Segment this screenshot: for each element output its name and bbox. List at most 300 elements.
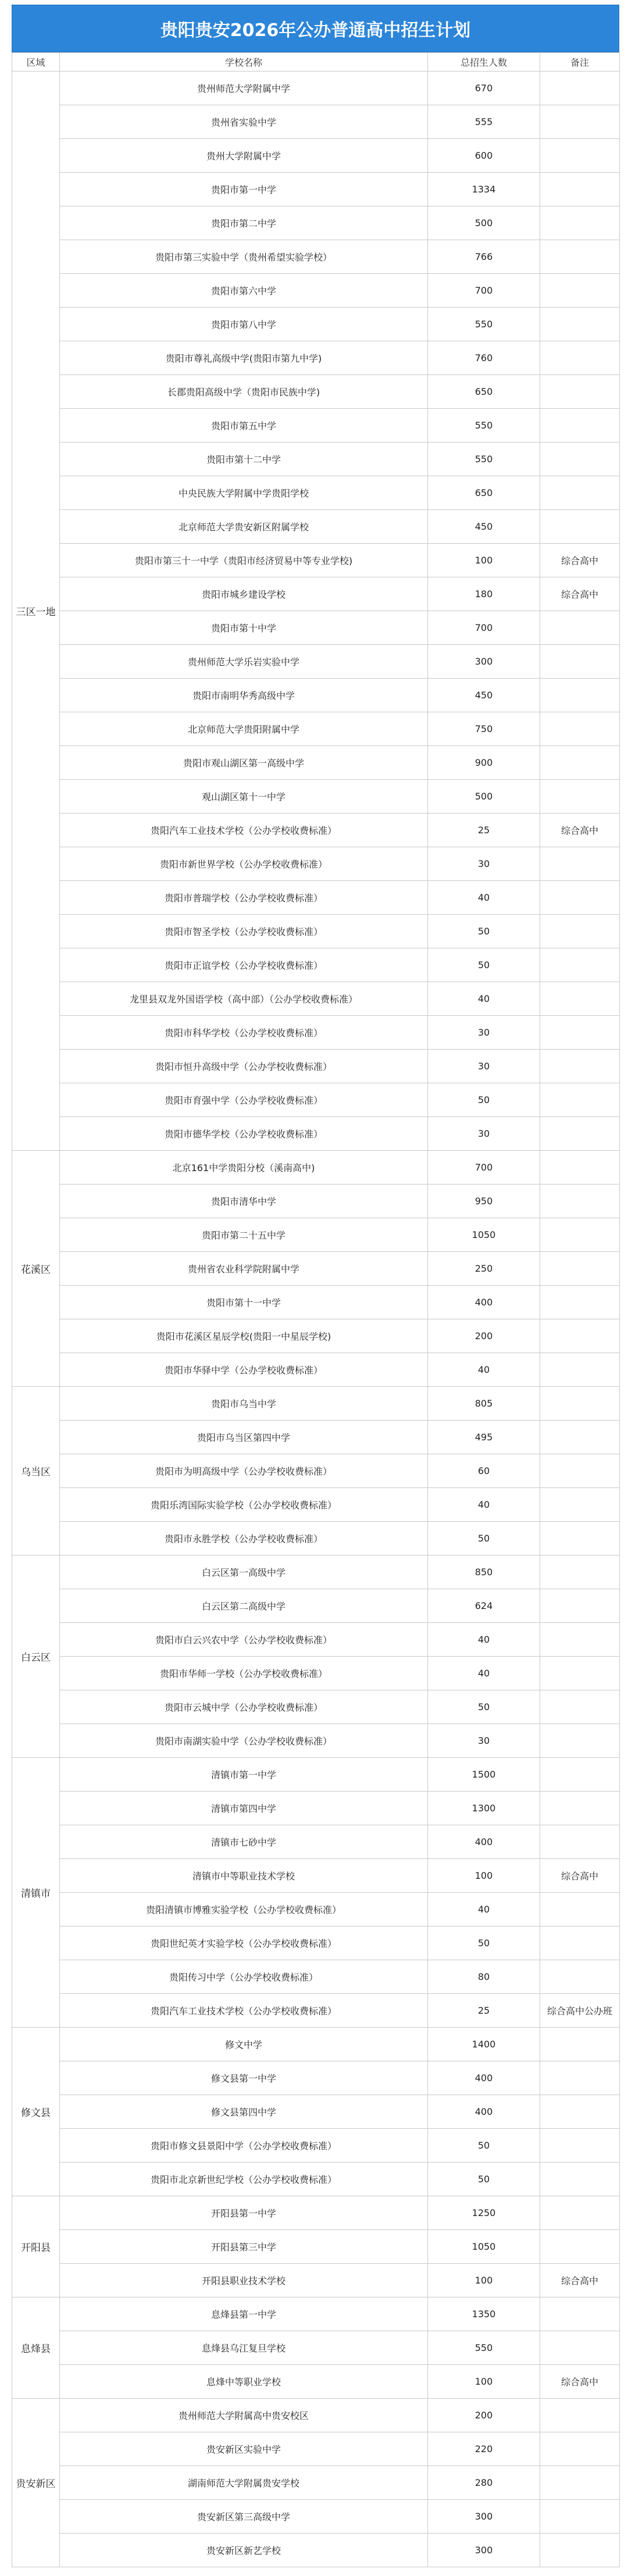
count-cell: 1300 [428, 1792, 540, 1825]
count-cell: 760 [428, 341, 540, 375]
school-cell: 长郡贵阳高级中学（贵阳市民族中学) [60, 375, 428, 409]
count-cell: 670 [428, 72, 540, 105]
school-cell: 贵州省实验中学 [60, 105, 428, 139]
note-cell [540, 409, 620, 443]
table-row [12, 1286, 620, 1319]
note-cell [540, 2399, 620, 2432]
count-cell: 950 [428, 1184, 540, 1218]
school-cell: 贵阳市为明高级中学（公办学校收费标准） [60, 1454, 428, 1488]
school-cell: 清镇市第一中学 [60, 1758, 428, 1792]
note-cell [540, 2196, 620, 2230]
note-cell [540, 105, 620, 139]
header-note: 备注 [540, 53, 620, 72]
note-cell [540, 139, 620, 173]
count-cell: 100 [428, 2264, 540, 2297]
note-cell [540, 1252, 620, 1286]
table-row [12, 105, 620, 139]
note-cell [540, 2466, 620, 2500]
table-row [12, 1387, 620, 1421]
table-row [12, 2230, 620, 2264]
note-cell [540, 712, 620, 746]
school-cell: 贵阳市华驿中学（公办学校收费标准） [60, 1353, 428, 1387]
region-cell: 白云区 [12, 1555, 60, 1758]
count-cell: 500 [428, 206, 540, 240]
table-row [12, 2163, 620, 2196]
count-cell: 30 [428, 1016, 540, 1050]
note-cell [540, 1454, 620, 1488]
count-cell: 30 [428, 847, 540, 881]
school-cell: 北京161中学贵阳分校（溪南高中) [60, 1151, 428, 1184]
school-cell: 北京师范大学贵安新区附属学校 [60, 510, 428, 544]
count-cell: 900 [428, 746, 540, 780]
note-cell [540, 982, 620, 1016]
count-cell: 200 [428, 1319, 540, 1353]
school-cell: 息烽中等职业学校 [60, 2365, 428, 2399]
school-cell: 贵阳市第三实验中学（贵州希望实验学校） [60, 240, 428, 274]
school-cell: 白云区第二高级中学 [60, 1589, 428, 1623]
note-cell [540, 274, 620, 308]
table-row [12, 611, 620, 645]
table-row [12, 1926, 620, 1960]
note-cell [540, 2163, 620, 2196]
count-cell: 80 [428, 1960, 540, 1994]
note-cell: 综合高中 [540, 814, 620, 847]
table-row [12, 1589, 620, 1623]
count-cell: 100 [428, 1859, 540, 1893]
table-row [12, 72, 620, 105]
table-row [12, 1218, 620, 1252]
region-cell: 开阳县 [12, 2196, 60, 2297]
school-cell: 中央民族大学附属中学贵阳学校 [60, 476, 428, 510]
count-cell: 50 [428, 1690, 540, 1724]
count-cell: 50 [428, 948, 540, 982]
table-row [12, 510, 620, 544]
count-cell: 1350 [428, 2297, 540, 2331]
table-row [12, 1454, 620, 1488]
note-cell: 综合高中 [540, 544, 620, 577]
table-row [12, 2331, 620, 2365]
count-cell: 555 [428, 105, 540, 139]
note-cell [540, 1623, 620, 1657]
note-cell [540, 1218, 620, 1252]
table-row [12, 1792, 620, 1825]
count-cell: 30 [428, 1050, 540, 1083]
count-cell: 50 [428, 2163, 540, 2196]
count-cell: 650 [428, 476, 540, 510]
enrollment-sheet [12, 5, 619, 2567]
school-cell: 贵阳市乌当区第四中学 [60, 1421, 428, 1454]
table-row [12, 2264, 620, 2297]
region-cell: 三区一地 [12, 72, 60, 1151]
school-cell: 贵阳市第二十五中学 [60, 1218, 428, 1252]
count-cell: 40 [428, 1353, 540, 1387]
note-cell [540, 2534, 620, 2567]
table-row [12, 1319, 620, 1353]
note-cell [540, 679, 620, 712]
table-row [12, 948, 620, 982]
school-cell: 贵阳汽车工业技术学校（公办学校收费标准） [60, 814, 428, 847]
school-cell: 贵安新区实验中学 [60, 2432, 428, 2466]
note-cell [540, 1286, 620, 1319]
school-cell: 北京师范大学贵阳附属中学 [60, 712, 428, 746]
school-cell: 贵阳市城乡建设学校 [60, 577, 428, 611]
school-cell: 修文县第四中学 [60, 2095, 428, 2129]
header-school: 学校名称 [60, 53, 428, 72]
school-cell: 贵阳市第六中学 [60, 274, 428, 308]
count-cell: 280 [428, 2466, 540, 2500]
school-cell: 贵阳市第二中学 [60, 206, 428, 240]
count-cell: 450 [428, 679, 540, 712]
table-row [12, 1825, 620, 1859]
school-cell: 贵阳市科华学校（公办学校收费标准） [60, 1016, 428, 1050]
count-cell: 400 [428, 1286, 540, 1319]
table-row [12, 2365, 620, 2399]
note-cell [540, 948, 620, 982]
school-cell: 开阳县职业技术学校 [60, 2264, 428, 2297]
region-cell: 乌当区 [12, 1387, 60, 1555]
table-row [12, 1117, 620, 1151]
count-cell: 1500 [428, 1758, 540, 1792]
table-row [12, 476, 620, 510]
count-cell: 40 [428, 1657, 540, 1690]
school-cell: 贵阳市第八中学 [60, 308, 428, 341]
table-row [12, 2028, 620, 2061]
school-cell: 贵州师范大学附属高中贵安校区 [60, 2399, 428, 2432]
school-cell: 湖南师范大学附属贵安学校 [60, 2466, 428, 2500]
count-cell: 550 [428, 409, 540, 443]
count-cell: 495 [428, 1421, 540, 1454]
table-row [12, 139, 620, 173]
count-cell: 50 [428, 1083, 540, 1117]
count-cell: 40 [428, 881, 540, 915]
table-row [12, 577, 620, 611]
count-cell: 30 [428, 1117, 540, 1151]
school-cell: 贵安新区新艺学校 [60, 2534, 428, 2567]
count-cell: 550 [428, 443, 540, 476]
table-row [12, 1252, 620, 1286]
school-cell: 贵阳市新世界学校（公办学校收费标准） [60, 847, 428, 881]
note-cell [540, 1825, 620, 1859]
table-row [12, 2095, 620, 2129]
note-cell [540, 72, 620, 105]
table-row [12, 847, 620, 881]
header-count: 总招生人数 [428, 53, 540, 72]
school-cell: 清镇市七砂中学 [60, 1825, 428, 1859]
table-row [12, 1016, 620, 1050]
school-cell: 贵州师范大学附属中学 [60, 72, 428, 105]
school-cell: 贵州师范大学乐岩实验中学 [60, 645, 428, 679]
note-cell [540, 1083, 620, 1117]
note-cell [540, 1387, 620, 1421]
table-row [12, 2061, 620, 2095]
count-cell: 700 [428, 274, 540, 308]
school-cell: 息烽县第一中学 [60, 2297, 428, 2331]
table-row [12, 274, 620, 308]
count-cell: 250 [428, 1252, 540, 1286]
table-row [12, 375, 620, 409]
table-row [12, 1960, 620, 1994]
count-cell: 25 [428, 1994, 540, 2028]
count-cell: 50 [428, 2129, 540, 2163]
table-row [12, 2196, 620, 2230]
school-cell: 贵阳市观山湖区第一高级中学 [60, 746, 428, 780]
note-cell [540, 1151, 620, 1184]
note-cell [540, 915, 620, 948]
count-cell: 25 [428, 814, 540, 847]
note-cell [540, 645, 620, 679]
school-cell: 贵阳世纪英才实验学校（公办学校收费标准） [60, 1926, 428, 1960]
note-cell [540, 1522, 620, 1555]
table-row [12, 308, 620, 341]
table-row [12, 814, 620, 847]
note-cell [540, 1926, 620, 1960]
count-cell: 220 [428, 2432, 540, 2466]
school-cell: 贵州省农业科学院附属中学 [60, 1252, 428, 1286]
note-cell [540, 1589, 620, 1623]
table-body [12, 72, 620, 2567]
table-row [12, 2466, 620, 2500]
note-cell [540, 2500, 620, 2534]
count-cell: 750 [428, 712, 540, 746]
count-cell: 624 [428, 1589, 540, 1623]
note-cell [540, 611, 620, 645]
note-cell [540, 1792, 620, 1825]
table-row [12, 1623, 620, 1657]
note-cell [540, 1016, 620, 1050]
note-cell [540, 1555, 620, 1589]
count-cell: 1250 [428, 2196, 540, 2230]
note-cell [540, 341, 620, 375]
count-cell: 400 [428, 2061, 540, 2095]
note-cell [540, 1758, 620, 1792]
count-cell: 300 [428, 645, 540, 679]
school-cell: 贵安新区第三高级中学 [60, 2500, 428, 2534]
note-cell [540, 2061, 620, 2095]
table-row [12, 1488, 620, 1522]
count-cell: 50 [428, 1926, 540, 1960]
count-cell: 805 [428, 1387, 540, 1421]
table-row [12, 173, 620, 206]
table-row [12, 2297, 620, 2331]
count-cell: 700 [428, 611, 540, 645]
count-cell: 1400 [428, 2028, 540, 2061]
table-row [12, 206, 620, 240]
count-cell: 600 [428, 139, 540, 173]
school-cell: 贵阳市德华学校（公办学校收费标准） [60, 1117, 428, 1151]
table-row [12, 679, 620, 712]
table-row [12, 1151, 620, 1184]
school-cell: 贵阳市清华中学 [60, 1184, 428, 1218]
count-cell: 550 [428, 308, 540, 341]
table-row [12, 544, 620, 577]
school-cell: 贵阳市育强中学（公办学校收费标准） [60, 1083, 428, 1117]
count-cell: 1050 [428, 1218, 540, 1252]
count-cell: 1334 [428, 173, 540, 206]
note-cell: 综合高中 [540, 2365, 620, 2399]
school-cell: 贵阳市普瑞学校（公办学校收费标准） [60, 881, 428, 915]
school-cell: 贵阳市恒升高级中学（公办学校收费标准） [60, 1050, 428, 1083]
school-cell: 息烽县乌江复旦学校 [60, 2331, 428, 2365]
table-row [12, 1859, 620, 1893]
note-cell [540, 1960, 620, 1994]
school-cell: 贵阳市南湖实验中学（公办学校收费标准） [60, 1724, 428, 1758]
region-cell: 修文县 [12, 2028, 60, 2196]
note-cell [540, 881, 620, 915]
count-cell: 700 [428, 1151, 540, 1184]
count-cell: 766 [428, 240, 540, 274]
table-row [12, 2534, 620, 2567]
note-cell [540, 476, 620, 510]
note-cell [540, 2297, 620, 2331]
note-cell [540, 2331, 620, 2365]
note-cell [540, 1690, 620, 1724]
school-cell: 贵阳乐湾国际实验学校（公办学校收费标准） [60, 1488, 428, 1522]
school-cell: 贵阳市北京新世纪学校（公办学校收费标准） [60, 2163, 428, 2196]
table-row [12, 1724, 620, 1758]
note-cell [540, 1893, 620, 1926]
school-cell: 开阳县第一中学 [60, 2196, 428, 2230]
note-cell [540, 847, 620, 881]
count-cell: 450 [428, 510, 540, 544]
table-row [12, 982, 620, 1016]
count-cell: 50 [428, 1522, 540, 1555]
count-cell: 40 [428, 1488, 540, 1522]
note-cell [540, 1050, 620, 1083]
table-row [12, 1421, 620, 1454]
school-cell: 贵阳清镇市博雅实验学校（公办学校收费标准） [60, 1893, 428, 1926]
note-cell [540, 1724, 620, 1758]
table-row [12, 1522, 620, 1555]
count-cell: 30 [428, 1724, 540, 1758]
school-cell: 修文中学 [60, 2028, 428, 2061]
table-row [12, 2129, 620, 2163]
school-cell: 贵阳市第十二中学 [60, 443, 428, 476]
table-row [12, 2500, 620, 2534]
page-title: 贵阳贵安2026年公办普通高中招生计划 [12, 5, 619, 52]
note-cell [540, 2095, 620, 2129]
note-cell [540, 1353, 620, 1387]
note-cell [540, 1117, 620, 1151]
enrollment-table [12, 52, 620, 2567]
school-cell: 贵阳市第十中学 [60, 611, 428, 645]
table-row [12, 712, 620, 746]
table-row [12, 1657, 620, 1690]
table-row [12, 1555, 620, 1589]
school-cell: 贵阳市乌当中学 [60, 1387, 428, 1421]
count-cell: 50 [428, 915, 540, 948]
note-cell [540, 1319, 620, 1353]
note-cell [540, 1421, 620, 1454]
note-cell [540, 173, 620, 206]
table-row [12, 746, 620, 780]
table-row [12, 1758, 620, 1792]
note-cell: 综合高中 [540, 1859, 620, 1893]
school-cell: 贵阳传习中学（公办学校收费标准） [60, 1960, 428, 1994]
school-cell: 贵阳市正谊学校（公办学校收费标准） [60, 948, 428, 982]
school-cell: 龙里县双龙外国语学校（高中部）（公办学校收费标准） [60, 982, 428, 1016]
note-cell: 综合高中公办班 [540, 1994, 620, 2028]
note-cell: 综合高中 [540, 577, 620, 611]
note-cell [540, 240, 620, 274]
school-cell: 观山湖区第十一中学 [60, 780, 428, 814]
region-cell: 清镇市 [12, 1758, 60, 2028]
note-cell: 综合高中 [540, 2264, 620, 2297]
note-cell [540, 443, 620, 476]
school-cell: 贵阳市华师一学校（公办学校收费标准） [60, 1657, 428, 1690]
region-cell: 贵安新区 [12, 2399, 60, 2567]
school-cell: 修文县第一中学 [60, 2061, 428, 2095]
school-cell: 贵阳市白云兴农中学（公办学校收费标准） [60, 1623, 428, 1657]
count-cell: 1050 [428, 2230, 540, 2264]
count-cell: 40 [428, 982, 540, 1016]
school-cell: 贵阳市花溪区星辰学校(贵阳一中星辰学校) [60, 1319, 428, 1353]
table-row [12, 780, 620, 814]
note-cell [540, 2129, 620, 2163]
table-row [12, 2432, 620, 2466]
note-cell [540, 1657, 620, 1690]
table-row [12, 645, 620, 679]
count-cell: 60 [428, 1454, 540, 1488]
school-cell: 贵阳市第五中学 [60, 409, 428, 443]
table-row [12, 240, 620, 274]
table-row [12, 1893, 620, 1926]
note-cell [540, 375, 620, 409]
table-row [12, 1184, 620, 1218]
count-cell: 100 [428, 2365, 540, 2399]
table-row [12, 1353, 620, 1387]
count-cell: 500 [428, 780, 540, 814]
school-cell: 贵州大学附属中学 [60, 139, 428, 173]
school-cell: 贵阳市尊礼高级中学(贵阳市第九中学) [60, 341, 428, 375]
school-cell: 贵阳市第十一中学 [60, 1286, 428, 1319]
school-cell: 贵阳市第三十一中学（贵阳市经济贸易中等专业学校) [60, 544, 428, 577]
table-header-row [12, 53, 620, 72]
note-cell [540, 2230, 620, 2264]
table-row [12, 1050, 620, 1083]
table-row [12, 915, 620, 948]
count-cell: 400 [428, 2095, 540, 2129]
count-cell: 550 [428, 2331, 540, 2365]
header-region: 区域 [12, 53, 60, 72]
school-cell: 开阳县第三中学 [60, 2230, 428, 2264]
note-cell [540, 510, 620, 544]
table-row [12, 2399, 620, 2432]
table-row [12, 881, 620, 915]
note-cell [540, 780, 620, 814]
note-cell [540, 2432, 620, 2466]
count-cell: 180 [428, 577, 540, 611]
count-cell: 100 [428, 544, 540, 577]
school-cell: 贵阳市智圣学校（公办学校收费标准） [60, 915, 428, 948]
note-cell [540, 206, 620, 240]
note-cell [540, 308, 620, 341]
school-cell: 白云区第一高级中学 [60, 1555, 428, 1589]
school-cell: 清镇市中等职业技术学校 [60, 1859, 428, 1893]
count-cell: 300 [428, 2534, 540, 2567]
table-row [12, 409, 620, 443]
count-cell: 200 [428, 2399, 540, 2432]
table-row [12, 1083, 620, 1117]
school-cell: 清镇市第四中学 [60, 1792, 428, 1825]
note-cell [540, 746, 620, 780]
region-cell: 花溪区 [12, 1151, 60, 1387]
count-cell: 400 [428, 1825, 540, 1859]
region-cell: 息烽县 [12, 2297, 60, 2399]
count-cell: 40 [428, 1893, 540, 1926]
school-cell: 贵阳市修文县景阳中学（公办学校收费标准） [60, 2129, 428, 2163]
count-cell: 40 [428, 1623, 540, 1657]
school-cell: 贵阳汽车工业技术学校（公办学校收费标准） [60, 1994, 428, 2028]
